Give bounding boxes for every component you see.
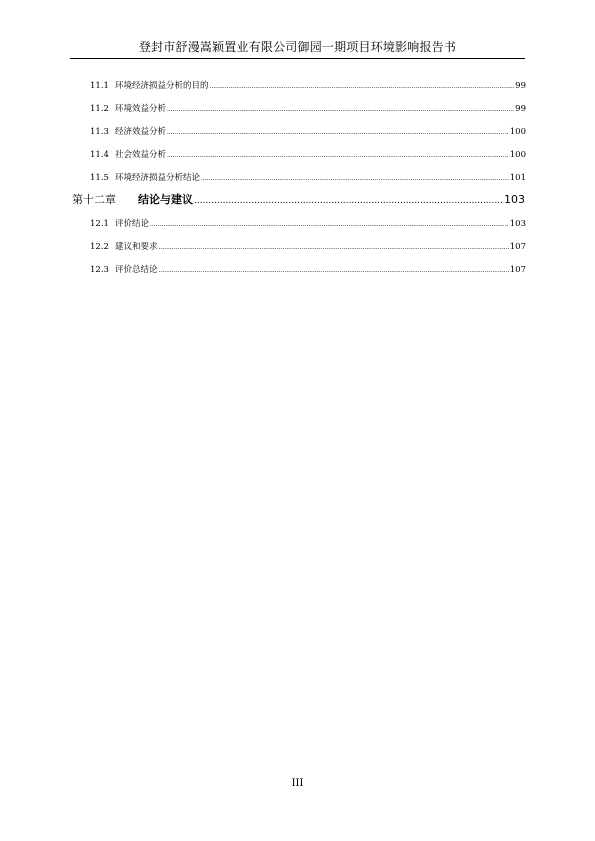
toc-entry-chapter-12[interactable] [72,193,525,207]
toc-entry-number: 11.2 [90,104,109,114]
toc-chapter-number: 第十二章 [72,193,116,206]
toc-entry-title: 环境经济损益分析的目的 [114,81,209,91]
toc-entry-page: 107 [509,265,526,275]
toc-dot-leader [209,81,514,93]
toc-entry-title: 评价结论 [114,219,149,229]
toc-entry-page: 107 [509,242,526,252]
toc-dot-leader [150,219,509,231]
toc-dot-leader [158,265,508,277]
toc-entry-11-1[interactable] [90,80,526,92]
toc-entry-number: 12.1 [90,219,109,229]
toc-entry-number: 11.1 [90,81,109,91]
toc-entry-number: 12.2 [90,242,109,252]
toc-dot-leader [158,242,508,254]
toc-entry-title: 社会效益分析 [114,150,166,160]
toc-entry-title: 建议和要求 [114,242,158,252]
toc-entry-page: 103 [504,193,525,206]
page-number: III [291,778,304,789]
toc-chapter-title: 结论与建议 [138,193,193,206]
toc-entry-12-2[interactable] [90,241,526,253]
toc-dot-leader [194,194,503,208]
toc-entry-12-1[interactable] [90,218,526,230]
toc-entry-page: 103 [509,219,526,229]
toc-entry-title: 经济效益分析 [114,127,166,137]
toc-entry-12-3[interactable] [90,264,526,276]
toc-entry-number: 11.3 [90,127,109,137]
toc-entry-11-3[interactable] [90,126,526,138]
toc-entry-title: 评价总结论 [114,265,158,275]
toc-entry-11-4[interactable] [90,149,526,161]
toc-entry-number: 11.5 [90,173,109,183]
toc-dot-leader [201,173,509,185]
toc-entry-page: 101 [509,173,526,183]
toc-entry-page: 99 [515,81,526,91]
toc-entry-11-2[interactable] [90,103,526,115]
toc-dot-leader [167,127,509,139]
toc-entry-page: 100 [509,127,526,137]
toc-dot-leader [167,104,514,116]
toc-entry-title: 环境经济损益分析结论 [114,173,200,183]
page-header-title: 登封市舒漫嵩颖置业有限公司御园一期项目环境影响报告书 [138,40,457,54]
toc-entry-11-5[interactable] [90,172,526,184]
toc-entry-page: 100 [509,150,526,160]
toc-entry-number: 11.4 [90,150,109,160]
toc-entry-page: 99 [515,104,526,114]
toc-entry-number: 12.3 [90,265,109,275]
toc-dot-leader [167,150,509,162]
header-divider [70,58,525,59]
toc-entry-title: 环境效益分析 [114,104,166,114]
